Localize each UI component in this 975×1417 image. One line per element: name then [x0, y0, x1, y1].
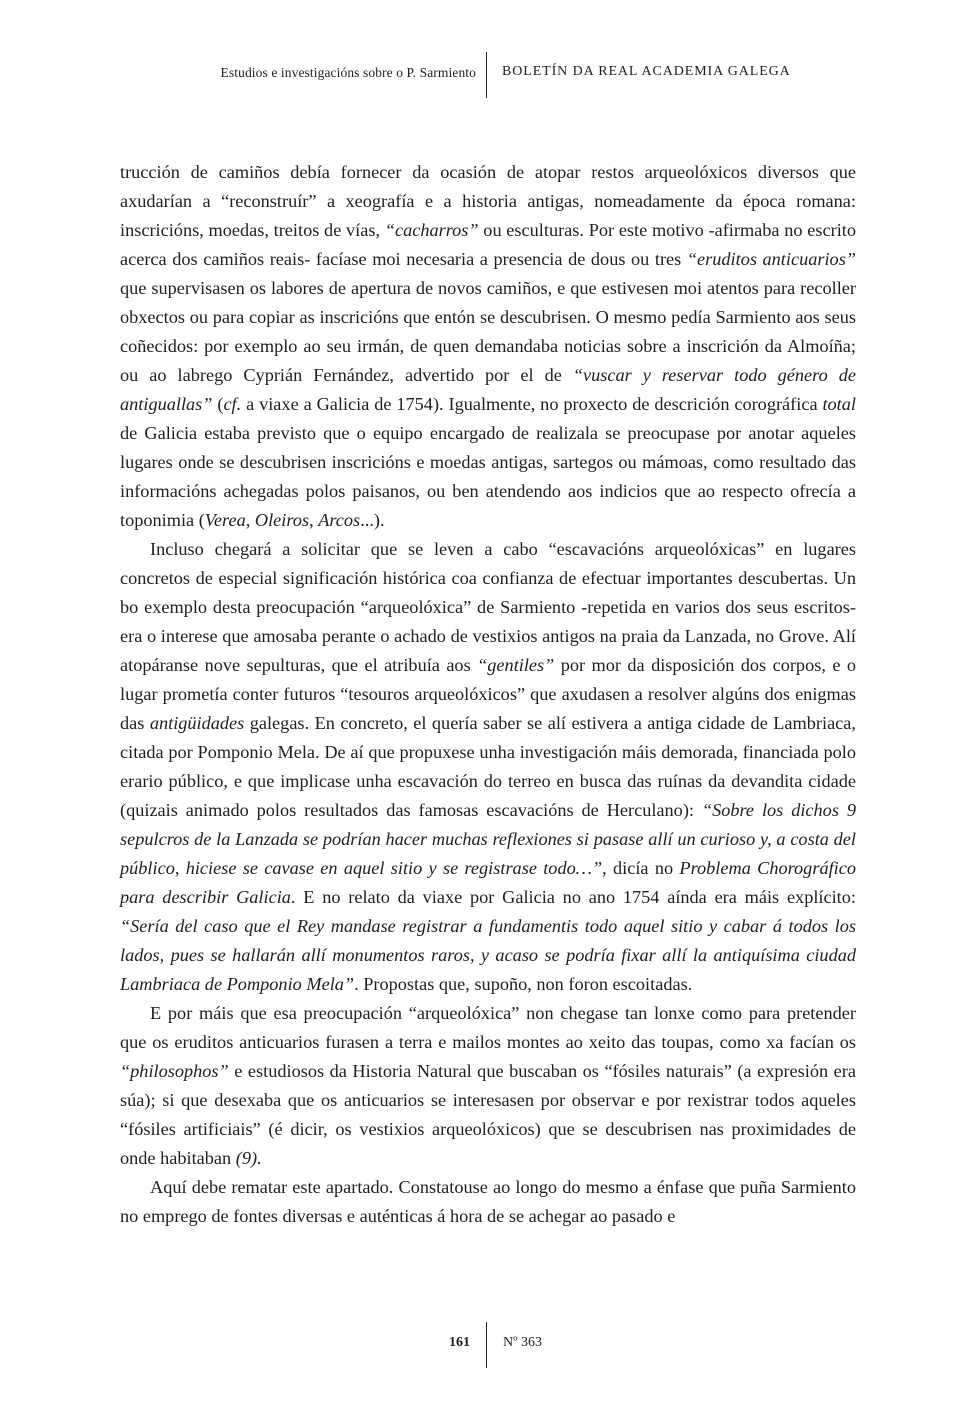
text-run: ,	[309, 510, 319, 530]
text-run: de Galicia estaba previsto que o equipo encargado de realizala se preocupase por anotar aqueles lugares onde se descubrisen inscricións e moedas antigas, sartegos ou mámoas, como resultado das informacións achegadas polos paisanos, ou ben atendendo aos indicios que ao respecto ofrecía a toponimia (	[120, 423, 856, 530]
text-run: ...).	[360, 510, 385, 530]
italic-run: total	[822, 394, 856, 414]
header-divider	[486, 52, 487, 98]
italic-run: Arcos	[318, 510, 361, 530]
text-run: . Propostas que, supoño, non foron escoitadas.	[354, 974, 693, 994]
page-footer	[0, 1322, 975, 1372]
text-run: , dicía no	[602, 858, 680, 878]
text-run: por mor da disposición dos corpos, e o lugar prometía conter futuros “tesouros arqueolóxicos” que axudasen a resolver algúns dos enigmas das	[120, 655, 856, 733]
paragraph	[120, 158, 856, 535]
text-run: a viaxe a Galicia de 1754). Igualmente, no proxecto de descrición corográfica	[241, 394, 823, 414]
italic-run: “gentiles”	[477, 655, 555, 675]
italic-run: “philosophos”	[120, 1061, 229, 1081]
footer-divider	[486, 1322, 487, 1368]
text-run: que supervisasen os labores de apertura de novos camiños, e que estivesen moi atentos para recoller obxectos ou para copiar as inscricións que entón se descubrisen. O mesmo pedía Sarmiento aos seus coñecidos: por exemplo ao seu irmán, de quen demandaba noticias sobre a inscrición da Almoíña; ou ao labrego Cyprián Fernández, advertido por el de	[120, 278, 856, 385]
paragraph	[120, 1173, 856, 1231]
italic-run: Problema Chorográfico para describir Galicia	[120, 858, 856, 907]
italic-run: Verea	[204, 510, 246, 530]
italic-run: (9).	[235, 1148, 262, 1168]
italic-run: “eruditos anticuarios”	[686, 249, 856, 269]
text-run: e estudiosos da Historia Natural que buscaban os “fósiles naturais” (a expresión era súa); si que desexaba que os anticuarios se interesasen por observar e por rexistrar todos aqueles “fósiles artificiais” (é dicir, os vestixios arqueolóxicos) que se descubrisen nas proximidades de onde habitaban	[120, 1061, 856, 1168]
issue-number: Nº 363	[503, 1335, 542, 1350]
italic-run: cf.	[223, 394, 242, 414]
text-run: galegas. En concreto, el quería saber se alí estivera a antiga cidade de Lambriaca, citada por Pomponio Mela. De aí que propuxese unha investigación máis demorada, financiada polo erario público, e que implicase unha escavación do terreo en busca das ruínas da devandita cidade (quizais animado polos resultados das famosas escavacións de Herculano):	[120, 713, 856, 820]
page-header	[0, 52, 975, 100]
text-run: ou esculturas. Por este motivo -afirmaba no escrito acerca dos camiños reais- facíase moi necesaria a presencia de dous ou tres	[120, 220, 856, 269]
text-run: . E no relato da viaxe por Galicia no ano 1754 aínda era máis explícito:	[290, 887, 856, 907]
text-run: trucción de camiños debía fornecer da ocasión de atopar restos arqueolóxicos diversos que axudarían a “reconstruír” a xeografía e a historia antigas, nomeadamente da época romana: inscricións, moedas, treitos de vías,	[120, 162, 856, 240]
body-text	[120, 158, 856, 1231]
italic-run: “Sobre los dichos 9 sepulcros de la Lanzada se podrían hacer muchas reflexiones si pasase allí un curioso y, a costa del público, hiciese se cavase en aquel sitio y se registrase todo…”	[120, 800, 856, 878]
italic-run: “cacharros”	[384, 220, 479, 240]
italic-run: “Sería del caso que el Rey mandase registrar a fundamentis todo aquel sitio y cabar á todos los lados, pues se hallarán allí monumentos raros, y acaso se podría fixar allí la antiquísima ciudad Lambriaca de Pomponio Mela”	[120, 916, 856, 994]
italic-run: antigüidades	[149, 713, 245, 733]
paragraph	[120, 999, 856, 1173]
text-run: E por máis que esa preocupación “arqueolóxica” non chegase tan lonxe como para pretender que os eruditos anticuarios furasen a terra e mailos montes ao xeito das toupas, como xa facían os	[120, 1003, 856, 1052]
italic-run: Oleiros	[254, 510, 310, 530]
text-run: (	[212, 394, 224, 414]
text-run: Incluso chegará a solicitar que se leven a cabo “escavacións arqueolóxicas” en lugares concretos de especial significación histórica coa confianza de efectuar importantes descubertas. Un bo exemplo desta preocupación “arqueolóxica” de Sarmiento -repetida en varios dos seus escritos- era o interese que amosaba perante o achado de vestixios antigos na praia da Lanzada, no Grove. Alí atopáranse nove sepulturas, que el atribuía aos	[120, 539, 856, 675]
page-number: 161	[449, 1335, 470, 1350]
italic-run: “vuscar y reservar todo género de antiguallas”	[120, 365, 856, 414]
text-run: Aquí debe rematar este apartado. Constatouse ao longo do mesmo a énfase que puña Sarmiento no emprego de fontes diversas e auténticas á hora de se achegar ao pasado e	[120, 1177, 856, 1226]
running-head-section: Estudios e investigacións sobre o P. Sarmiento	[220, 65, 476, 80]
paragraph	[120, 535, 856, 999]
running-head-journal: BOLETÍN DA REAL ACADEMIA GALEGA	[502, 64, 791, 79]
text-run: ,	[245, 510, 255, 530]
